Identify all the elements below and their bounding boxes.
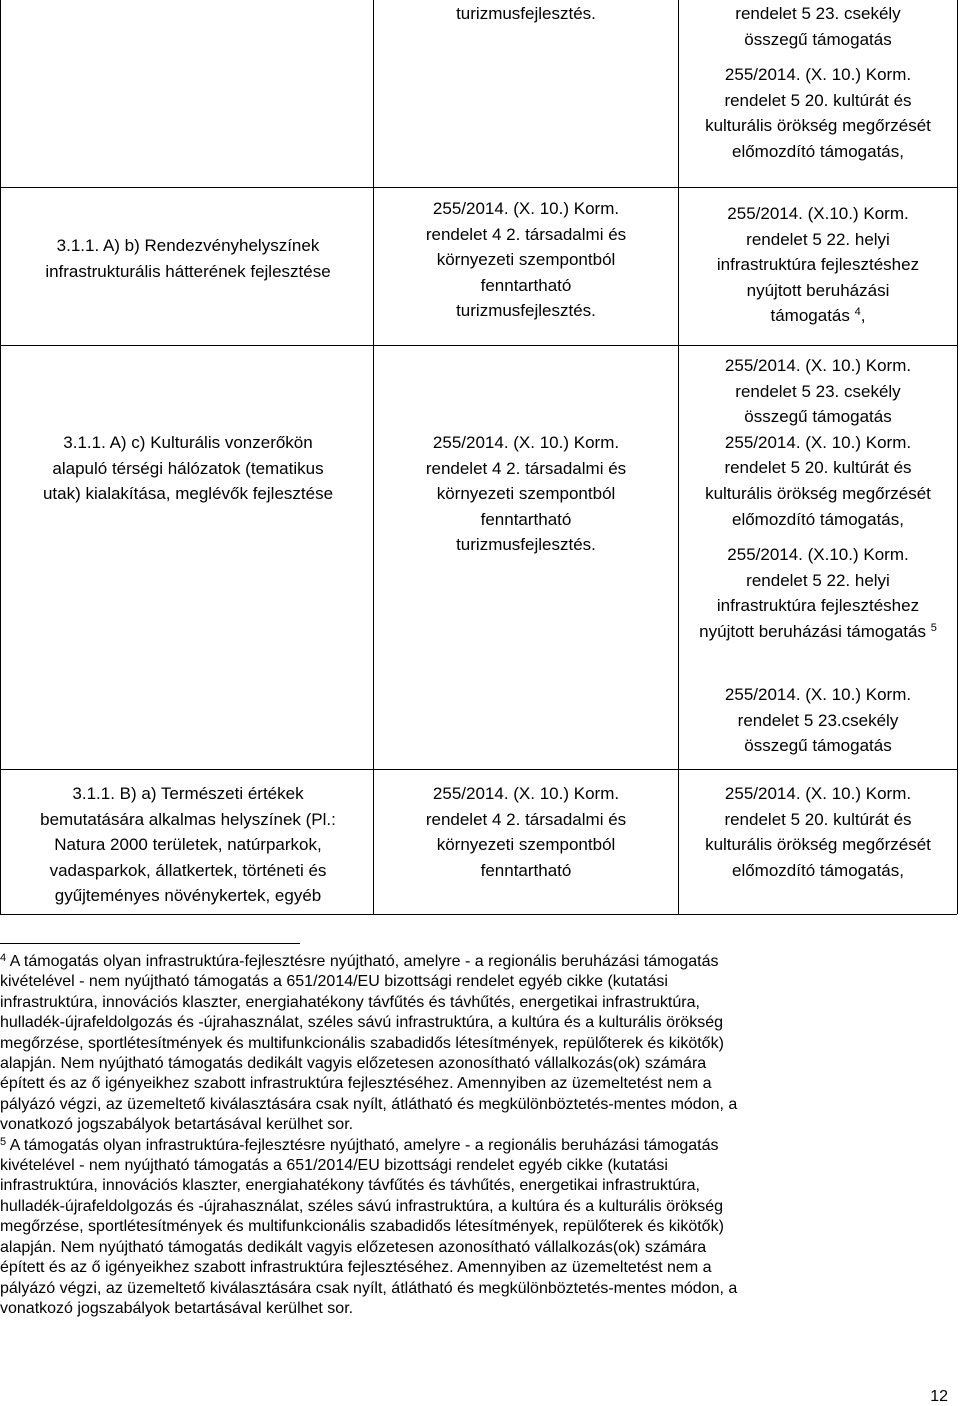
table-cell-line: 3.1.1. A) b) Rendezvényhelyszínek bbox=[56, 236, 320, 255]
table-cell-text: , bbox=[860, 306, 866, 326]
row-c-regulation-5-a bbox=[680, 682, 956, 759]
table-cell-line: 255/2014. (X. 10.) Korm. bbox=[724, 356, 912, 375]
footnote-text-line: vonatkozó jogszabályok betartásával kerülhet sor. bbox=[0, 1116, 354, 1134]
table-border-left bbox=[0, 0, 1, 914]
footnote-mark: 4 bbox=[0, 952, 7, 964]
footnote-text-line: megőrzése, sportlétesítmények és multifunkcionális szabadidős létesítmények, repülőterek és kikötők) bbox=[0, 1218, 724, 1236]
footnote-text-line: pályázó végzi, az üzemeltető kiválasztására csak nyílt, átlátható és megkülönböztetés-mentes módon, a bbox=[0, 1095, 738, 1113]
footnote-text-line: A támogatás olyan infrastruktúra-fejlesztésre nyújtható, amelyre - a regionális beruházási támogatás bbox=[9, 1136, 719, 1154]
table-cell-line: rendelet 4 2. társadalmi és bbox=[425, 458, 627, 478]
table-cell-line: rendelet 4 2. társadalmi és bbox=[425, 809, 627, 829]
table-border-bottom bbox=[0, 914, 957, 915]
row-a-regulation-4 bbox=[375, 196, 677, 324]
top-row-col2 bbox=[375, 1, 677, 27]
table-cell-line: fenntartható bbox=[480, 275, 572, 295]
footnote-text-line: vonatkozó jogszabályok betartásával kerülhet sor. bbox=[0, 1299, 354, 1317]
table-cell-line: rendelet 5 23.csekély bbox=[737, 710, 899, 730]
table-row-divider-1 bbox=[0, 187, 957, 188]
table-cell-line: fenntartható bbox=[480, 860, 572, 880]
footnote-reference-4[interactable]: 4 bbox=[854, 306, 861, 319]
footnote-text-line: alapján. Nem nyújtható támogatás dedikált vagyis előzetesen azonosítható vállalkozás(ok) számára bbox=[0, 1055, 707, 1073]
table-cell-line: 3.1.1. A) c) Kulturális vonzerőkön bbox=[63, 433, 313, 452]
footnote-text-line: hulladék-újrafeldolgozás és -újrahasználat, széles sávú infrastruktúra, a kultúra és a kulturális örökség bbox=[0, 1197, 724, 1215]
table-cell-line: 3.1.1. B) a) Természeti értékek bbox=[72, 784, 304, 803]
table-cell-line: 255/2014. (X. 10.) Korm. bbox=[724, 65, 912, 85]
table-cell-line: összegű támogatás bbox=[744, 407, 892, 427]
table-cell-line: rendelet 5 23. csekély bbox=[735, 4, 901, 23]
footnote-text-line: infrastruktúra, innovációs klaszter, energiahatékony távfűtés és távhűtés, energetikai infrastruktúra, bbox=[0, 1177, 700, 1195]
table-cell-line: kulturális örökség megőrzését bbox=[705, 483, 931, 503]
footnote-text-line: épített és az ő igényeikhez szabott infrastruktúra fejlesztéséhez. Amennyiben az üzemeltetést nem a bbox=[0, 1259, 712, 1277]
footnote-text-line: épített és az ő igényeikhez szabott infrastruktúra fejlesztéséhez. Amennyiben az üzemeltetést nem a bbox=[0, 1075, 712, 1093]
table-cell-line: kulturális örökség megőrzését bbox=[705, 835, 931, 855]
table-cell-line: turizmusfejlesztés. bbox=[456, 4, 596, 23]
table-cell-line: turizmusfejlesztés. bbox=[456, 535, 596, 555]
footnote-separator bbox=[0, 943, 300, 944]
table-cell-line: rendelet 5 22. helyi bbox=[746, 229, 890, 249]
table-cell-line: 255/2014. (X. 10.) Korm. bbox=[432, 784, 620, 803]
table-row-divider-3 bbox=[0, 769, 957, 770]
table-cell-line: környezeti szempontból bbox=[436, 250, 616, 270]
row-b-regulation-5 bbox=[680, 353, 956, 645]
footnote-reference-5[interactable]: 5 bbox=[930, 621, 937, 634]
footnote-text-line: alapján. Nem nyújtható támogatás dedikált vagyis előzetesen azonosítható vállalkozás(ok) számára bbox=[0, 1238, 707, 1256]
table-cell-line: 255/2014. (X.10.) Korm. bbox=[727, 545, 909, 565]
table-cell-line: fenntartható bbox=[480, 509, 572, 529]
table-cell-line: rendelet 5 22. helyi bbox=[746, 570, 890, 590]
table-cell-line: infrastruktúra fejlesztéshez bbox=[716, 596, 920, 616]
row-b-measure bbox=[4, 430, 372, 507]
footnote-5 bbox=[0, 1136, 960, 1320]
footnote-text-line: hulladék-újrafeldolgozás és -újrahasználat, széles sávú infrastruktúra, a kultúra és a kulturális örökség bbox=[0, 1014, 724, 1032]
row-a-measure bbox=[4, 233, 372, 284]
table-row-divider-2 bbox=[0, 345, 957, 346]
table-cell-line: gyűjteményes növénykertek, egyéb bbox=[54, 886, 322, 906]
footnotes bbox=[0, 952, 960, 1319]
table-cell-line: Natura 2000 területek, natúrparkok, bbox=[54, 835, 322, 855]
top-row-col3 bbox=[680, 1, 956, 165]
table-cell-line: infrastrukturális hátterének fejlesztése bbox=[45, 261, 331, 281]
table-cell-line: alapuló térségi hálózatok (tematikus bbox=[52, 458, 324, 478]
footnote-mark: 5 bbox=[0, 1135, 7, 1148]
table-cell-line: 255/2014. (X. 10.) Korm. bbox=[724, 784, 912, 803]
row-c-regulation-5-b bbox=[680, 781, 956, 883]
footnote-text-line: infrastruktúra, innovációs klaszter, energiahatékony távfűtés és távhűtés, energetikai infrastruktúra, bbox=[0, 993, 700, 1011]
table-cell-line: 255/2014. (X. 10.) Korm. bbox=[724, 432, 912, 452]
table-cell-line: infrastruktúra fejlesztéshez bbox=[716, 255, 920, 275]
table-cell-line: turizmusfejlesztés. bbox=[456, 301, 596, 321]
table-cell-line: rendelet 5 20. kultúrát és bbox=[724, 809, 912, 829]
footnote-text-line: kivételével - nem nyújtható támogatás a 651/2014/EU bizottsági rendelet egyéb cikke (kutatási bbox=[0, 973, 668, 991]
row-c-measure bbox=[4, 781, 372, 909]
table-column-divider-1 bbox=[373, 0, 374, 914]
table-cell-line: rendelet 5 23. csekély bbox=[735, 381, 901, 401]
table-cell-text: nyújtott beruházási támogatás bbox=[699, 621, 926, 641]
table-cell-text: támogatás bbox=[770, 306, 850, 326]
row-a-regulation-5 bbox=[680, 201, 956, 329]
table-cell-line: összegű támogatás bbox=[744, 736, 892, 756]
table-cell-line: környezeti szempontból bbox=[436, 484, 616, 504]
table-border-right bbox=[957, 0, 958, 914]
table-cell-line: rendelet 5 20. kultúrát és bbox=[724, 90, 912, 110]
footnote-text-line: A támogatás olyan infrastruktúra-fejlesztésre nyújtható, amelyre - a regionális beruházási támogatás bbox=[9, 953, 719, 970]
table-cell-line: előmozdító támogatás, bbox=[732, 860, 904, 880]
table-cell-line: rendelet 5 20. kultúrát és bbox=[724, 458, 912, 478]
table-cell-line: előmozdító támogatás, bbox=[732, 141, 904, 161]
footnote-text-line: kivételével - nem nyújtható támogatás a 651/2014/EU bizottsági rendelet egyéb cikke (kutatási bbox=[0, 1157, 668, 1175]
table-cell-line: előmozdító támogatás, bbox=[732, 509, 904, 529]
footnote-4 bbox=[0, 952, 960, 1136]
footnote-text-line: pályázó végzi, az üzemeltető kiválasztására csak nyílt, átlátható és megkülönböztetés-mentes módon, a bbox=[0, 1279, 738, 1297]
page-number: 12 bbox=[930, 1388, 948, 1405]
footnote-text-line: megőrzése, sportlétesítmények és multifunkcionális szabadidős létesítmények, repülőterek és kikötők) bbox=[0, 1034, 724, 1052]
table-cell-line: 255/2014. (X. 10.) Korm. bbox=[724, 685, 912, 704]
table-cell-line: rendelet 4 2. társadalmi és bbox=[425, 224, 627, 244]
table-cell-line: nyújtott beruházási bbox=[746, 280, 890, 300]
row-c-regulation-4 bbox=[375, 781, 677, 883]
table-cell-line: 255/2014. (X.10.) Korm. bbox=[727, 204, 909, 223]
table-cell-line: kulturális örökség megőrzését bbox=[705, 116, 931, 136]
table-cell-line: vadasparkok, állatkertek, történeti és bbox=[49, 860, 327, 880]
table-cell-line: összegű támogatás bbox=[744, 29, 892, 49]
table-column-divider-2 bbox=[678, 0, 679, 914]
table-cell-line bbox=[680, 303, 956, 329]
table-cell-line bbox=[680, 619, 956, 645]
row-b-regulation-4 bbox=[375, 430, 677, 558]
table-cell-line: bemutatására alkalmas helyszínek (Pl.: bbox=[40, 809, 336, 829]
table-cell-line: környezeti szempontból bbox=[436, 835, 616, 855]
table-cell-line: 255/2014. (X. 10.) Korm. bbox=[432, 433, 620, 452]
table-cell-line: utak) kialakítása, meglévők fejlesztése bbox=[42, 484, 334, 504]
table-cell-line: 255/2014. (X. 10.) Korm. bbox=[432, 199, 620, 218]
